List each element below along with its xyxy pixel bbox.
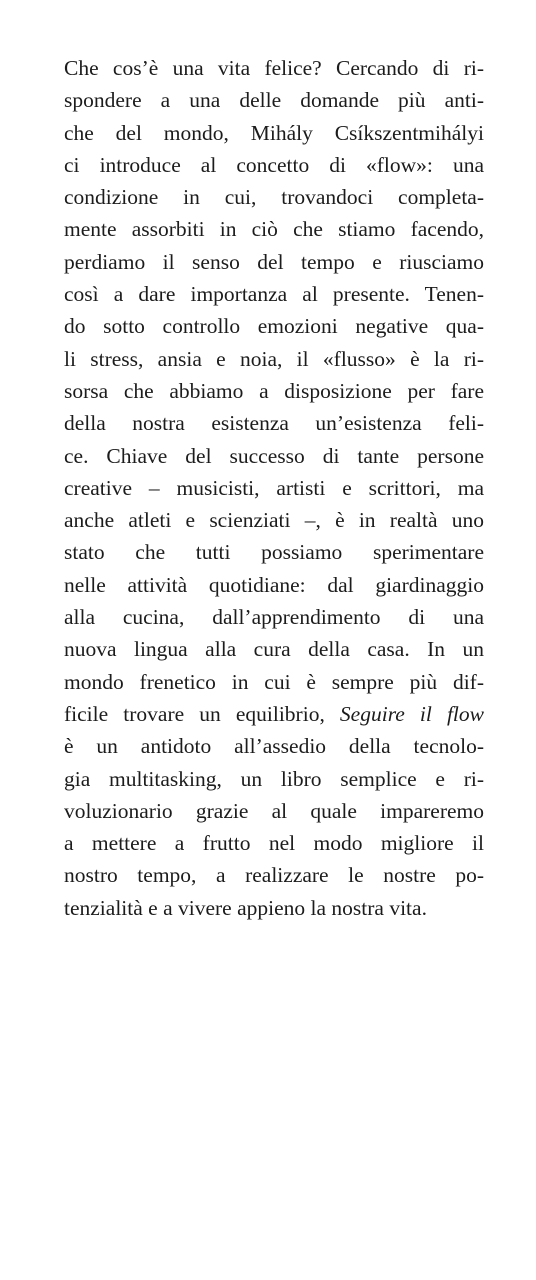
book-description [64, 52, 484, 924]
text-line: stato che tutti possiamo sperimentare [64, 540, 484, 565]
text-line: della nostra esistenza un’esistenza feli- [64, 411, 484, 436]
text-line: anche atleti e scienziati –, è in realtà uno [64, 508, 484, 533]
text-fragment: ficile trovare un equilibrio, [64, 701, 340, 726]
text-line: Che cos’è una vita felice? Cercando di ri- [64, 56, 484, 80]
text-line: nelle attività quotidiane: dal giardinaggio [64, 572, 484, 597]
text-line: voluzionario grazie al quale impareremo [64, 798, 484, 823]
text-line: tenzialità e a vivere appieno la nostra vita. [64, 895, 427, 920]
book-title-italic: Seguire il flow [339, 701, 484, 726]
text-line: è un antidoto all’assedio della tecnolo- [64, 734, 484, 759]
text-line: li stress, ansia e noia, il «flusso» è la ri- [64, 346, 484, 371]
text-line: nuova lingua alla cura della casa. In un [64, 637, 484, 662]
text-line: così a dare importanza al presente. Tenen- [64, 282, 484, 307]
text-line: condizione in cui, trovandoci completa- [64, 185, 484, 210]
text-line: gia multitasking, un libro semplice e ri- [64, 766, 484, 791]
text-line: mondo frenetico in cui è sempre più dif- [64, 669, 484, 694]
text-line: mente assorbiti in ciò che stiamo facendo, [64, 217, 484, 242]
text-line: alla cucina, dall’apprendimento di una [64, 605, 484, 630]
text-line: creative – musicisti, artisti e scrittori, ma [64, 475, 484, 500]
text-line: spondere a una delle domande più anti- [64, 88, 484, 113]
text-line: sorsa che abbiamo a disposizione per fare [64, 378, 484, 403]
text-line: perdiamo il senso del tempo e riusciamo [64, 249, 484, 274]
text-line: nostro tempo, a realizzare le nostre po- [64, 863, 484, 888]
text-line-with-title [64, 698, 484, 730]
text-line: ci introduce al concetto di «flow»: una [64, 152, 484, 177]
text-line: a mettere a frutto nel modo migliore il [64, 831, 484, 856]
text-line: ce. Chiave del successo di tante persone [64, 443, 484, 468]
text-line: che del mondo, Mihály Csíkszentmihályi [64, 120, 484, 145]
text-line: do sotto controllo emozioni negative qua- [64, 314, 484, 339]
